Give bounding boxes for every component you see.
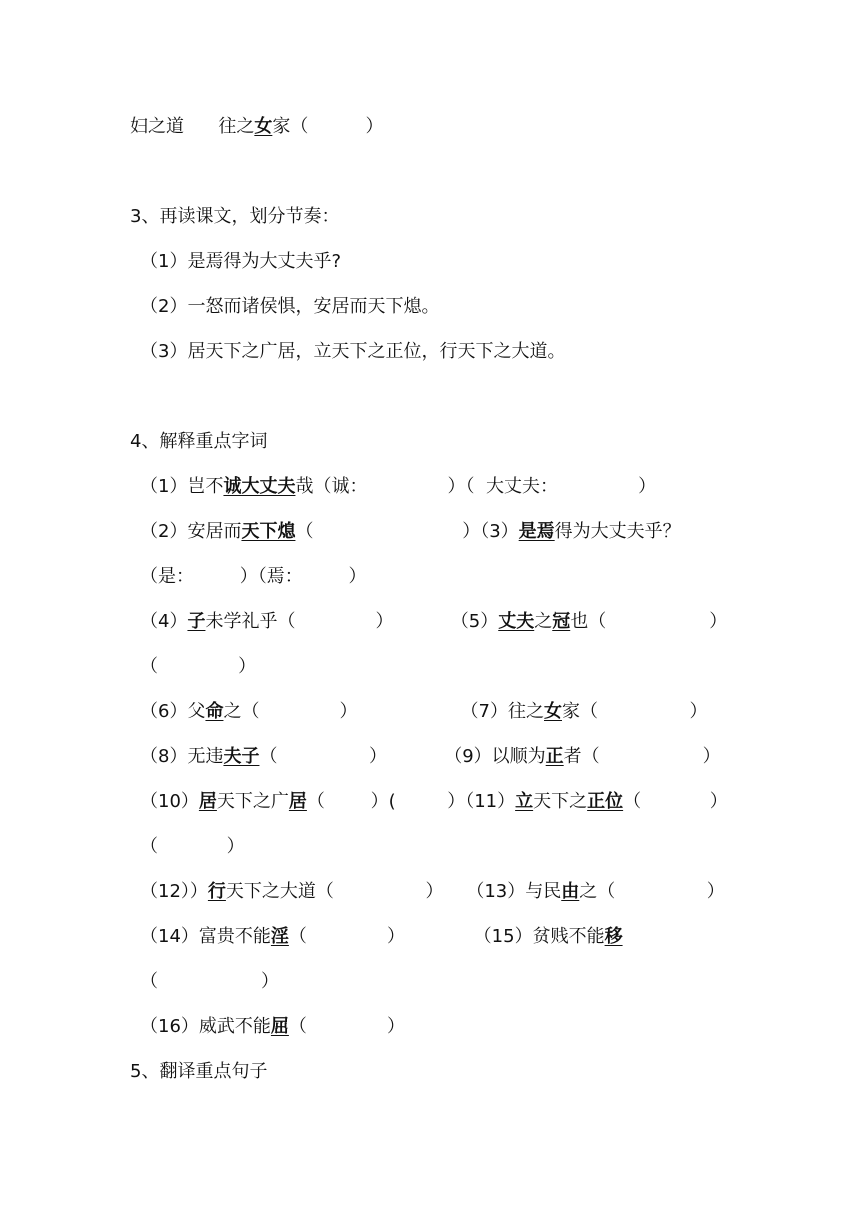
rhythm-item-2: （2）一怒而诸侯惧，安居而天下熄。: [140, 296, 440, 317]
section-heading-3: 3、再读课文，划分节奏：: [130, 206, 340, 227]
text-line-1: 妇之道 往之女家（ ）: [130, 116, 384, 137]
vocab-line-8: （10）居天下之广居（ ）( ）（11）立天下之正位（ ）: [140, 791, 728, 812]
rhythm-item-3: （3）居天下之广居，立天下之正位，行天下之大道。: [140, 341, 566, 362]
vocab-line-2: （2）安居而天下熄（ ）（3）是焉得为大丈夫乎？: [140, 521, 681, 542]
vocab-line-3: （是： ）（焉： ）: [140, 566, 367, 587]
vocab-line-7: （8）无违夫子（ ） （9）以顺为正者（ ）: [140, 746, 721, 767]
vocab-line-6: （6）父命之（ ） （7）往之女家（ ）: [140, 701, 708, 722]
section-heading-5: 5、翻译重点句子: [130, 1061, 268, 1082]
vocab-line-5: （ ）: [140, 656, 257, 677]
vocab-line-4: （4）子未学礼乎（ ） （5）丈夫之冠也（ ）: [140, 611, 728, 632]
section-heading-4: 4、解释重点字词: [130, 431, 268, 452]
vocab-line-10: （12））行天下之大道（ ） （13）与民由之（ ）: [140, 881, 725, 902]
rhythm-item-1: （1）是焉得为大丈夫乎?: [140, 251, 342, 272]
vocab-line-13: （16）威武不能屈（ ）: [140, 1016, 406, 1037]
vocab-line-12: （ ）: [140, 971, 279, 992]
vocab-line-1: （1）岂不诚大丈夫哉（诚： ）（ 大丈夫： ）: [140, 476, 657, 497]
vocab-line-11: （14）富贵不能淫（ ） （15）贫贱不能移: [140, 926, 623, 947]
vocab-line-9: （ ）: [140, 836, 245, 857]
